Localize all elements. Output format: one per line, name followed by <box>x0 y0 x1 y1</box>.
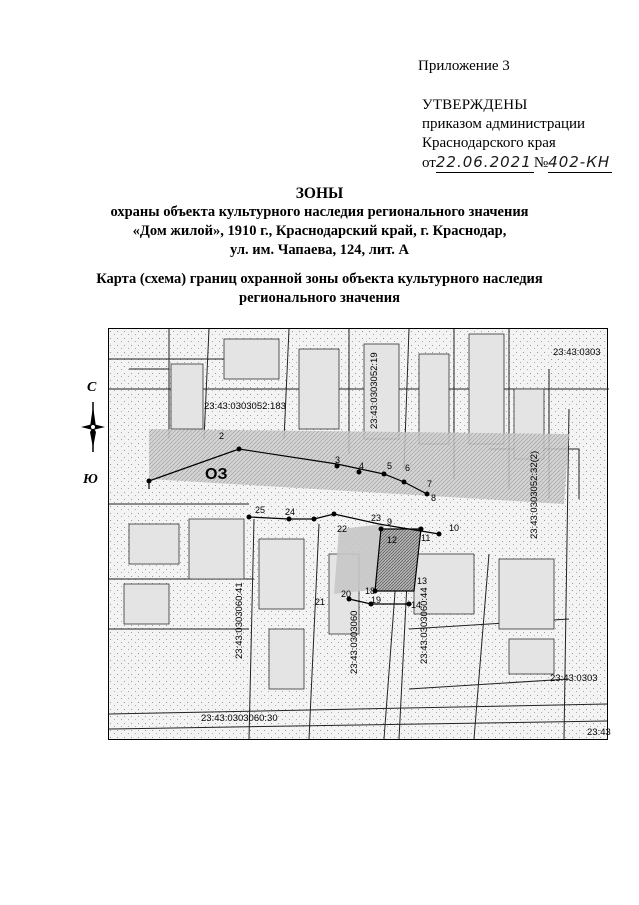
title-line-3: «Дом жилой», 1910 г., Краснодарский край, г. Краснодар, <box>132 223 507 239</box>
point-label: 4 <box>359 461 365 471</box>
cadastral-label: 23:43:0303060:44 <box>419 587 430 664</box>
point-label: 5 <box>387 461 393 471</box>
point-label: 6 <box>405 463 411 473</box>
point-label: 25 <box>255 505 266 515</box>
point-label: 21 <box>315 597 326 607</box>
point-label: 13 <box>417 576 428 586</box>
from-prefix: от <box>422 155 436 171</box>
cadastral-label: 23:43:0303060:41 <box>234 582 245 659</box>
point-label: 11 <box>421 533 431 543</box>
point-label: 18 <box>365 586 376 596</box>
point-label: 7 <box>427 479 433 489</box>
approved-line-2: приказом администрации <box>422 116 586 132</box>
cadastral-label: 23:43:0303 <box>553 347 601 358</box>
point-label: 22 <box>337 524 348 534</box>
title-line-2: охраны объекта культурного наследия регионального значения <box>110 204 529 220</box>
point-label: 14 <box>411 600 422 610</box>
point-label: 3 <box>335 455 341 465</box>
appendix-label: Приложение 3 <box>418 58 510 74</box>
approval-block <box>422 96 612 173</box>
approved-line-3: Краснодарского края <box>422 135 556 151</box>
compass-north-label: С <box>87 380 97 395</box>
cadastral-label: 23:43:0303060:30 <box>201 713 278 724</box>
point-label: 20 <box>341 589 352 599</box>
point-label: 23 <box>371 513 382 523</box>
zone-label: ОЗ <box>205 466 228 483</box>
number-prefix: № <box>533 155 549 171</box>
title-line-4: ул. им. Чапаева, 124, лит. А <box>229 242 410 258</box>
point-label: 10 <box>449 523 460 533</box>
point-label: 19 <box>371 595 382 605</box>
approved-title: УТВЕРЖДЕНЫ <box>422 97 528 113</box>
caption-line-1: Карта (схема) границ охранной зоны объекта культурного наследия <box>96 271 543 287</box>
point-label: 8 <box>431 493 437 503</box>
compass-rose <box>80 380 106 490</box>
caption-line-2: регионального значения <box>239 290 400 306</box>
handwritten-number: 402-КН <box>548 153 612 173</box>
compass-south-label: Ю <box>83 472 98 487</box>
approval-date-number <box>422 153 612 173</box>
cadastral-label: 23:43:0303052:19 <box>369 352 380 429</box>
point-label: 24 <box>285 507 296 517</box>
cadastral-map <box>108 328 611 740</box>
heritage-object <box>375 529 421 591</box>
cadastral-label: 23:43:0303052:32(2) <box>529 450 540 539</box>
map-caption <box>0 270 639 308</box>
cadastral-label: 23:43:0303060 <box>349 610 360 674</box>
cadastral-label: 23:43:0303 <box>550 673 598 684</box>
handwritten-date: 22.06.2021 <box>436 153 534 173</box>
cadastral-label: 23:43:0303052:183 <box>204 401 286 412</box>
point-label: 2 <box>219 431 225 441</box>
cadastral-label: 23:43 <box>587 727 611 738</box>
title-line-1: ЗОНЫ <box>295 185 344 202</box>
point-label: 12 <box>387 535 398 545</box>
point-label: 9 <box>387 517 393 527</box>
map-drawing <box>109 329 611 739</box>
document-title <box>0 184 639 260</box>
